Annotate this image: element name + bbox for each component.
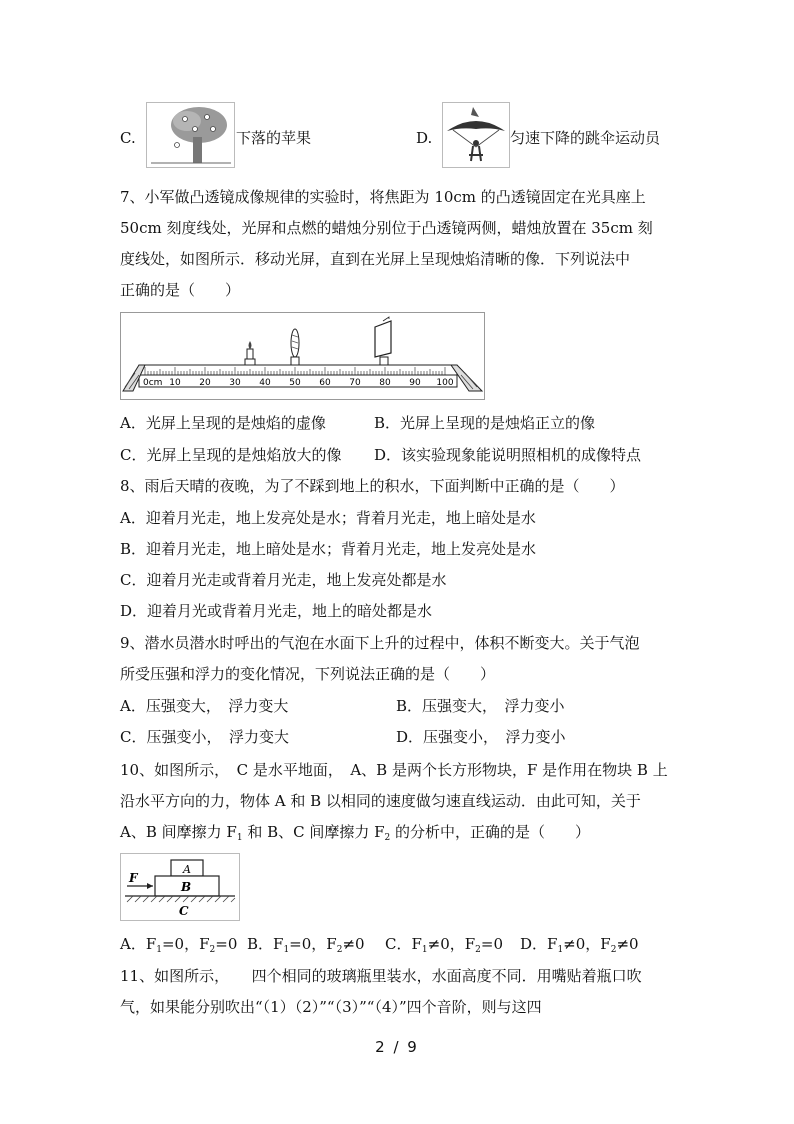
ruler-label: 10 bbox=[169, 378, 181, 388]
label-f: F bbox=[129, 871, 138, 885]
q6-option-d-letter: D. bbox=[416, 129, 433, 147]
q10-a-sub2: 2 bbox=[209, 945, 216, 955]
q10-line-1: 10、如图所示， C 是水平地面， A、B 是两个长方形物块，F 是作用在物块 B 上 bbox=[120, 761, 668, 779]
page-number: 2 / 9 bbox=[375, 1038, 419, 1056]
q10-a-mid: =0，F bbox=[161, 935, 210, 953]
q10-d-mid: ≠0，F bbox=[563, 935, 611, 953]
ruler-label: 90 bbox=[409, 378, 421, 388]
q11-line-2: 气，如果能分别吹出“（1）（2）”“（3）”“（4）”四个音阶，则与这四 bbox=[120, 998, 542, 1016]
q7-line-4: 正确的是（ ） bbox=[120, 281, 241, 299]
q10-d-post: ≠0 bbox=[616, 935, 639, 953]
q7-option-a: A．光屏上呈现的是烛焰的虚像 bbox=[120, 414, 326, 432]
ruler-label: 20 bbox=[199, 378, 211, 388]
q10-d-pre: D．F bbox=[520, 935, 558, 953]
q8-option-d: D．迎着月光或背着月光走，地上的暗处都是水 bbox=[120, 602, 433, 620]
q10-line-3-part-b: 和 B、C 间摩擦力 F bbox=[242, 823, 385, 841]
convex-lens-icon bbox=[291, 329, 299, 365]
optical-bench-diagram bbox=[121, 313, 484, 399]
q10-line-3-part-a: A、B 间摩擦力 F bbox=[120, 823, 237, 841]
q9-option-a: A．压强变大， 浮力变大 bbox=[120, 697, 289, 715]
ruler-label: 80 bbox=[379, 378, 391, 388]
label-a: A bbox=[183, 863, 191, 876]
q7-line-1: 7、小军做凸透镜成像规律的实验时，将焦距为 10cm 的凸透镜固定在光具座上 bbox=[120, 188, 646, 206]
q10-a-post: =0 bbox=[215, 935, 238, 953]
apple-tree-icon bbox=[147, 103, 234, 167]
q10-sub-2: 2 bbox=[384, 833, 391, 843]
q11-line-1: 11、如图所示， 四个相同的玻璃瓶里装水，水面高度不同．用嘴贴着瓶口吹 bbox=[120, 967, 642, 985]
q9-option-c: C．压强变小， 浮力变大 bbox=[120, 728, 289, 746]
q10-c-pre: C．F bbox=[385, 935, 422, 953]
q10-c-sub2: 2 bbox=[475, 945, 481, 955]
q8-option-c: C．迎着月光走或背着月光走，地上发亮处都是水 bbox=[120, 571, 447, 589]
q10-b-sub2: 2 bbox=[336, 945, 343, 955]
q9-line-2: 所受压强和浮力的变化情况，下列说法正确的是（ ） bbox=[120, 665, 496, 683]
friction-blocks-figure bbox=[120, 853, 240, 921]
candle-icon bbox=[245, 341, 255, 365]
falling-apple-image bbox=[146, 102, 235, 168]
ruler-label: 0cm bbox=[143, 378, 163, 388]
q10-a-pre: A．F bbox=[120, 935, 157, 953]
q10-a-sub1: 1 bbox=[156, 945, 162, 955]
q10-c-mid: ≠0，F bbox=[427, 935, 476, 953]
ruler-label: 100 bbox=[436, 378, 454, 388]
ruler-label: 30 bbox=[229, 378, 241, 388]
q10-option-b bbox=[247, 934, 365, 960]
q6-option-c-letter: C. bbox=[120, 129, 136, 147]
q9-option-d: D．压强变小， 浮力变小 bbox=[396, 728, 566, 746]
q8-stem: 8、雨后天晴的夜晚，为了不踩到地上的积水，下面判断中正确的是（ ） bbox=[120, 477, 625, 495]
q10-d-sub2: 2 bbox=[610, 945, 617, 955]
ruler-label: 60 bbox=[319, 378, 331, 388]
q8-option-b: B．迎着月光走，地上暗处是水；背着月光走，地上发亮处是水 bbox=[120, 540, 537, 558]
q10-line-3 bbox=[120, 822, 590, 848]
q10-d-sub1: 1 bbox=[557, 945, 564, 955]
ruler-label: 40 bbox=[259, 378, 271, 388]
q7-line-2: 50cm 刻度线处，光屏和点燃的蜡烛分别位于凸透镜两侧，蜡烛放置在 35cm 刻 bbox=[120, 219, 653, 237]
q10-b-post: ≠0 bbox=[342, 935, 365, 953]
q9-line-1: 9、潜水员潜水时呼出的气泡在水面下上升的过程中，体积不断变大。关于气泡 bbox=[120, 634, 640, 652]
label-b: B bbox=[181, 880, 192, 894]
light-screen-icon bbox=[375, 317, 391, 365]
q6-option-d-text: 匀速下降的跳伞运动员 bbox=[510, 129, 661, 147]
q7-option-c: C．光屏上呈现的是烛焰放大的像 bbox=[120, 446, 342, 464]
q10-c-post: =0 bbox=[480, 935, 504, 953]
q10-sub-1: 1 bbox=[236, 833, 243, 843]
ruler-label: 70 bbox=[349, 378, 361, 388]
q10-option-c bbox=[385, 934, 503, 960]
q10-line-3-part-c: 的分析中，正确的是（ ） bbox=[390, 823, 591, 841]
parachutist-icon bbox=[443, 103, 509, 167]
q7-line-3: 度线处，如图所示．移动光屏，直到在光屏上呈现烛焰清晰的像．下列说法中 bbox=[120, 250, 631, 268]
friction-blocks-diagram bbox=[121, 854, 239, 920]
q8-option-a: A．迎着月光走，地上发亮处是水；背着月光走，地上暗处是水 bbox=[120, 509, 536, 527]
q10-b-sub1: 1 bbox=[283, 945, 290, 955]
q6-option-c-text: 下落的苹果 bbox=[236, 129, 312, 147]
q10-line-2: 沿水平方向的力，物体 A 和 B 以相同的速度做匀速直线运动．由此可知，关于 bbox=[120, 792, 641, 810]
q10-option-a bbox=[120, 934, 237, 960]
q9-option-b: B．压强变大， 浮力变小 bbox=[396, 697, 565, 715]
label-c: C bbox=[179, 904, 189, 918]
q10-b-pre: B．F bbox=[247, 935, 284, 953]
q7-option-d: D．该实验现象能说明照相机的成像特点 bbox=[374, 446, 642, 464]
q7-option-b: B．光屏上呈现的是烛焰正立的像 bbox=[374, 414, 596, 432]
q10-b-mid: =0，F bbox=[289, 935, 337, 953]
q10-option-d bbox=[520, 934, 639, 960]
parachutist-image bbox=[442, 102, 510, 168]
optical-bench-figure bbox=[120, 312, 485, 400]
q10-c-sub1: 1 bbox=[421, 945, 428, 955]
ruler-label: 50 bbox=[289, 378, 301, 388]
